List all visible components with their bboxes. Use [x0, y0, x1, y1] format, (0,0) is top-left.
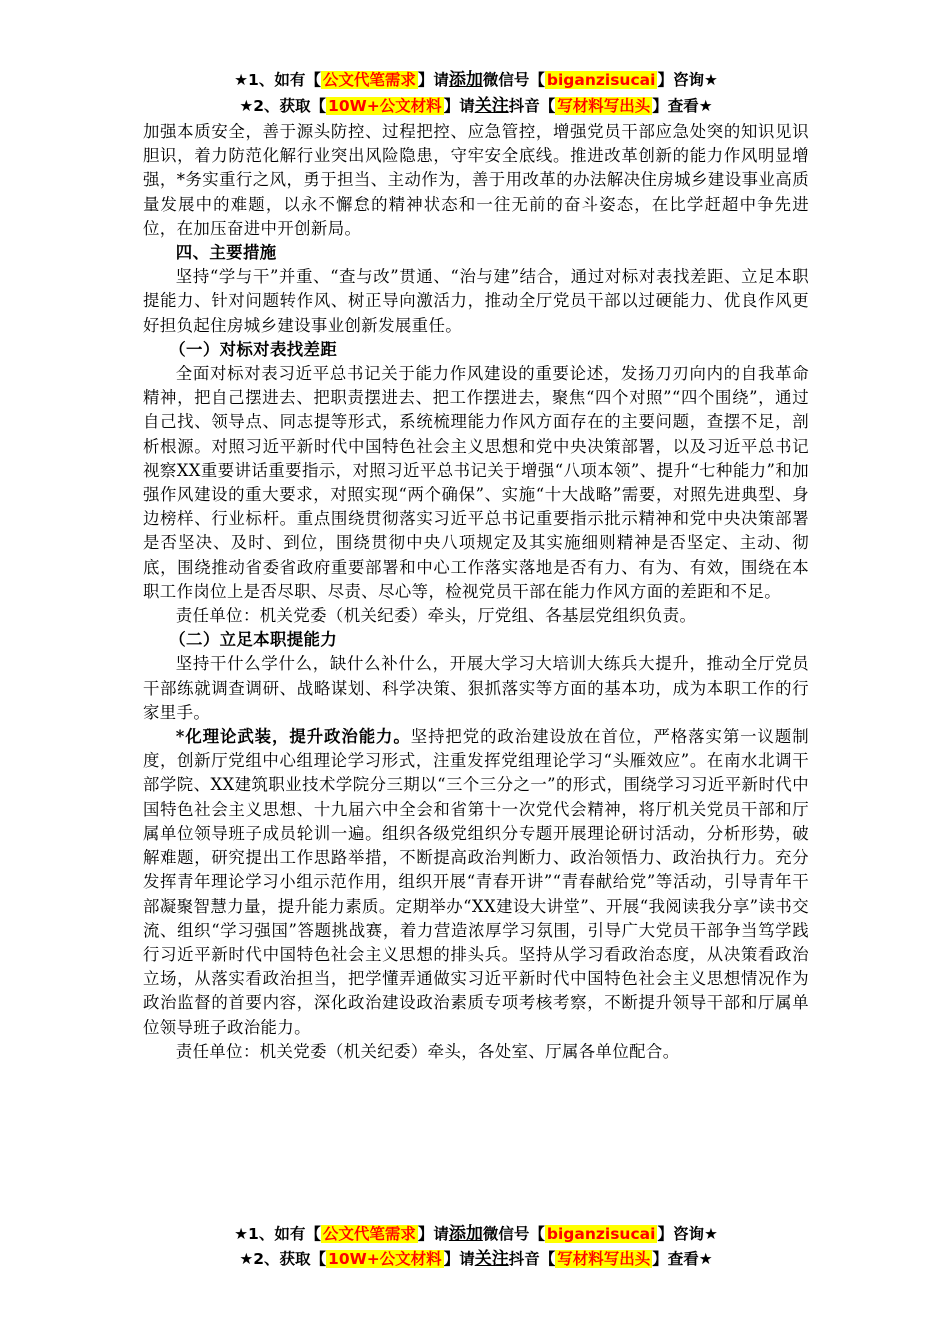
banner-line-1-footer [143, 1222, 809, 1246]
banner-line-2-footer [143, 1247, 809, 1271]
banner-highlight: 公文代笔需求 [322, 71, 416, 89]
banner-line-1 [143, 68, 809, 92]
banner-text: 】请 [417, 71, 449, 89]
banner-highlight: biganzisucai [546, 1225, 656, 1243]
banner-text: 抖音【 [508, 1250, 556, 1268]
subsection-heading: （一）对标对表找差距 [169, 339, 338, 359]
paragraph [143, 725, 809, 1040]
banner-text: ★2、获取【 [239, 97, 327, 115]
paragraph: 加强本质安全，善于源头防控、过程把控、应急管控，增强党员干部应急处突的知识见识胆识，着力防范化解行业突出风险隐患，守牢安全底线。推进改革创新的能力作风明显增强，*务实重行之风，勇于担当、主动作为，善于用改革的办法解决住房城乡建设事业高质量发展中的难题，以永不懈怠的精神状态和一往无前的奋斗姿态，在比学赶超中争先进位，在加压奋进中开创新局。 [143, 122, 809, 238]
banner-highlight: 写材料写出头 [557, 1250, 651, 1268]
banner-text: 微信号【 [482, 1225, 545, 1243]
paragraph: 坚持“学与干”并重、“查与改”贯通、“治与建”结合，通过对标对表找差距、立足本职提能力、针对问题转作风、树正导向激活力，推动全厅党员干部以过硬能力、优良作风更好担负起住房城乡建设事业创新发展重任。 [143, 267, 809, 335]
banner-text: 】查看★ [652, 1250, 713, 1268]
banner-highlight: 写材料写出头 [557, 97, 651, 115]
banner-text: 】请 [443, 97, 475, 115]
banner-line-2 [143, 94, 809, 118]
subsection-heading: （二）立足本职提能力 [169, 630, 338, 650]
banner-text: 抖音【 [508, 97, 556, 115]
banner-text: 微信号【 [482, 71, 545, 89]
paragraph: 全面对标对表习近平总书记关于能力作风建设的重要论述，发扬刀刃向内的自我革命精神，把自己摆进去、把职责摆进去、把工作摆进去，聚焦“四个对照”“四个围绕”，通过自己找、领导点、同志提等形式，系统梳理能力作风方面存在的主要问题，查摆不足，剖析根源。对照习近平新时代中国特色社会主义思想和党中央决策部署，以及习近平总书记视察XX重要讲话重要指示，对照习近平总书记关于增强“八项本领”、提升“七种能力”和加强作风建设的重大要求，对照实现“两个确保”、实施“十大战略”需要，对照先进典型、身边榜样、行业标杆。重点围绕贯彻落实习近平总书记重要指示批示精神和党中央决策部署是否坚决、及时、到位，围绕贯彻中央八项规定及其实施细则精神是否坚定、主动、彻底，围绕推动省委省政府重要部署和中心工作落实落地是否有力、有为、有效，围绕在本职工作岗位上是否尽职、尽责、尽心等，检视党员干部在能力作风方面的差距和不足。 [143, 364, 809, 601]
responsibility-line: 责任单位：机关党委（机关纪委）牵头，厅党组、各基层党组织负责。 [175, 606, 697, 626]
banner-text: ★1、如有【 [234, 1225, 321, 1243]
banner-text: 】请 [417, 1225, 449, 1243]
banner-highlight: 10W+公文材料 [328, 97, 442, 115]
banner-highlight: 公文代笔需求 [322, 1225, 416, 1243]
banner-text: 】请 [443, 1250, 475, 1268]
banner-highlight: biganzisucai [546, 71, 656, 89]
banner-text: 】查看★ [652, 97, 713, 115]
banner-underline: 添加 [448, 1224, 483, 1244]
banner-underline: 关注 [474, 96, 509, 116]
banner-underline: 关注 [474, 1249, 509, 1269]
section-heading: 四、主要措施 [175, 243, 277, 263]
paragraph-text: 坚持把党的政治建设放在首位，严格落实第一议题制度，创新厅党组中心组理论学习形式，注重发挥党组理论学习“头雁效应”。在南水北调干部学院、XX建筑职业技术学院分三期以“三个三分之一”的形式，围绕学习习近平新时代中国特色社会主义思想、十九届六中全会和省第十一次党代会精神，将厅机关党员干部和厅属单位领导班子成员轮训一遍。组织各级党组织分专题开展理论研讨活动，分析形势，破解难题，研究提出工作思路举措，不断提高政治判断力、政治领悟力、政治执行力。充分发挥青年理论学习小组示范作用，组织开展“青春开讲”“青春献给党”等活动，引导青年干部凝聚智慧力量，提升能力素质。定期举办“XX建设大讲堂”、开展“我阅读我分享”读书交流、组织“学习强国”答题挑战赛，着力营造浓厚学习氛围，引导广大党员干部争当笃学践行习近平新时代中国特色社会主义思想的排头兵。坚持从学习看政治态度，从决策看政治立场，从落实看政治担当，把学懂弄通做实习近平新时代中国特色社会主义思想情况作为政治监督的首要内容，深化政治建设政治素质专项考核考察，不断提升领导干部和厅属单位领导班子政治能力。 [143, 727, 809, 1037]
banner-text: ★1、如有【 [234, 71, 321, 89]
banner-underline: 添加 [448, 70, 483, 90]
paragraph: 坚持干什么学什么，缺什么补什么，开展大学习大培训大练兵大提升，推动全厅党员干部练就调查调研、战略谋划、科学决策、狠抓落实等方面的基本功，成为本职工作的行家里手。 [143, 654, 809, 722]
paragraph-lead: *化理论武装，提升政治能力。 [175, 727, 411, 747]
banner-text: 】咨询★ [657, 1225, 718, 1243]
banner-text: 】咨询★ [657, 71, 718, 89]
banner-highlight: 10W+公文材料 [328, 1250, 442, 1268]
banner-text: ★2、获取【 [239, 1250, 327, 1268]
responsibility-line: 责任单位：机关党委（机关纪委）牵头，各处室、厅属各单位配合。 [175, 1041, 680, 1061]
document-body [143, 120, 809, 1064]
